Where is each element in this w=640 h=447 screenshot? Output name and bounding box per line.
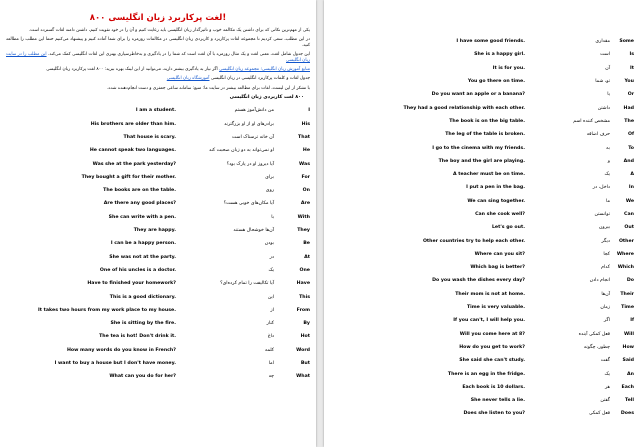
word-row	[330, 115, 634, 128]
word-row	[6, 290, 310, 303]
persian-meaning: توانستن	[594, 212, 610, 217]
word-row	[6, 197, 310, 210]
example-sentence: This is a good dictionary.	[109, 294, 176, 300]
persian-meaning: بیرون	[598, 225, 610, 231]
word-row	[6, 237, 310, 250]
english-word: On	[302, 188, 310, 194]
persian-meaning: داشتن	[597, 105, 610, 111]
word-row	[330, 168, 634, 181]
word-row	[6, 104, 310, 117]
english-word: They	[297, 228, 310, 234]
english-word: I	[308, 108, 310, 114]
example-sentence: Where can you sit?	[474, 251, 525, 257]
english-word: Out	[624, 225, 634, 231]
english-word: With	[297, 214, 310, 220]
word-row	[330, 181, 634, 194]
english-word: Their	[620, 291, 634, 297]
example-sentence: Does she listen to you?	[463, 411, 525, 417]
example-sentence: The tea is hot! Don't drink it.	[99, 334, 176, 340]
persian-meaning: برادرهای او از او بزرگترند	[224, 121, 274, 127]
word-row	[6, 144, 310, 157]
persian-meaning: یک	[268, 267, 274, 273]
example-sentence: I am a student.	[135, 108, 176, 114]
english-word: And	[623, 158, 634, 164]
word-row	[330, 248, 634, 261]
english-word: Do	[626, 278, 634, 284]
example-sentence: She can write with a pen.	[108, 214, 176, 220]
persian-meaning: و	[607, 158, 610, 164]
example-sentence: Was she at the park yesterday?	[92, 161, 176, 167]
word-row	[330, 394, 634, 407]
persian-meaning: فعل کمکی آینده	[578, 331, 610, 337]
right-page	[324, 0, 640, 447]
english-word: To	[628, 145, 634, 151]
example-sentence: She said she can't study.	[459, 358, 525, 364]
english-word: One	[299, 267, 310, 273]
example-sentence: What can you do for her?	[109, 374, 176, 380]
persian-meaning: کجا	[603, 251, 610, 257]
english-word: For	[301, 174, 310, 180]
word-row	[330, 208, 634, 221]
example-sentence: I put a pen in the bag.	[466, 185, 525, 191]
persian-meaning: ما	[606, 198, 610, 204]
intro-link-1[interactable]: این مطلب را در سایت زبان انگلیسی	[6, 52, 310, 63]
persian-meaning: آیا دیروز او در پارک بود؟	[226, 161, 274, 167]
word-row	[330, 128, 634, 141]
persian-meaning: چطور، چگونه	[583, 344, 610, 350]
word-row	[6, 277, 310, 290]
example-sentence: She is sitting by the fire.	[110, 321, 176, 327]
persian-meaning: یک	[604, 371, 610, 377]
english-word: But	[300, 361, 310, 367]
persian-meaning: اما	[268, 361, 274, 367]
persian-meaning: است	[600, 52, 610, 58]
example-sentence: Do you want an apple or a banana?	[431, 92, 525, 98]
english-word: In	[628, 185, 634, 191]
intro-paragraph-5	[6, 76, 310, 81]
word-row	[330, 367, 634, 380]
intro-paragraph-5-text: جدول لغات و کلمات پرکاربرد انگلیسی در زبان انگلیسی	[210, 76, 310, 82]
example-sentence: The books are on the table.	[103, 188, 176, 194]
english-word: Or	[627, 92, 634, 98]
word-row	[6, 118, 310, 131]
example-sentence: Can she cook well?	[475, 212, 525, 217]
word-row	[6, 184, 310, 197]
persian-meaning: آیا تکالیفت را تمام کرده‌ای؟	[220, 281, 274, 287]
word-row	[6, 317, 310, 330]
word-row	[330, 155, 634, 168]
word-row	[330, 48, 634, 61]
english-word: Other	[618, 238, 634, 244]
example-sentence: You go there on time.	[467, 79, 525, 85]
persian-meaning: زمان	[600, 305, 610, 311]
example-sentence: That house is scary.	[123, 134, 176, 140]
english-word: Of	[627, 132, 634, 138]
word-row	[6, 171, 310, 184]
persian-meaning: روی	[265, 188, 274, 194]
example-sentence: Have to finished your homework?	[87, 281, 176, 287]
example-sentence: He cannot speak two languages.	[89, 148, 176, 154]
word-row	[330, 62, 634, 75]
persian-meaning: چه	[268, 374, 274, 380]
persian-meaning: او نمی‌تواند به دو زبان صحبت کند	[209, 148, 274, 154]
example-sentence: There is an egg in the fridge.	[447, 371, 525, 377]
example-sentence: They had a good relationship with each other.	[403, 105, 525, 111]
intro-paragraph-4	[6, 67, 310, 72]
example-sentence: They bought a gift for their mother.	[81, 174, 176, 180]
persian-meaning: اگر	[603, 318, 610, 324]
english-word: Word	[296, 347, 310, 353]
english-word: Be	[303, 241, 310, 247]
word-row	[330, 141, 634, 154]
example-sentence: She was not at the party.	[109, 254, 176, 260]
english-word: Tell	[625, 398, 634, 404]
persian-meaning: گفت	[600, 358, 610, 364]
persian-meaning: فعل کمکی	[589, 411, 610, 417]
example-sentence: It is for you.	[492, 65, 525, 71]
english-word: Said	[622, 358, 634, 364]
intro-paragraph-3-text: این جدول شامل لغت، معنی لغت و یک مثال روزمره با آن لغت است که شما را در یادگیری و به‌خاطرسپاری بهتری این لغات انگلیسی کمک می‌کند.	[48, 52, 311, 58]
persian-meaning: من دانش‌آموز هستم	[234, 108, 274, 114]
english-word: He	[302, 148, 310, 154]
intro-paragraph-2: در این مطلب، سعی کردیم تا مجموعه لغات پرکاربرد و کاربردی زبان انگلیسی در مکالمات روزمره را برای شما آماده کنیم و پیشنهاد می‌کنیم حتما این مطلب را مطالعه کنید.	[6, 37, 310, 48]
example-sentence: Each book is 10 dollars.	[462, 384, 525, 390]
example-sentence: She is a happy girl.	[474, 52, 525, 58]
persian-meaning: هر	[604, 384, 610, 390]
persian-meaning: در	[269, 254, 274, 260]
word-row	[6, 264, 310, 277]
example-sentence: Which bag is better?	[470, 265, 525, 271]
english-word: A	[630, 172, 634, 178]
example-sentence: Do you wash the dishes every day?	[432, 278, 525, 284]
english-word: Time	[621, 305, 634, 311]
english-word: Each	[621, 384, 634, 390]
left-page-content	[6, 10, 310, 383]
english-word: His	[301, 121, 310, 127]
word-row	[6, 251, 310, 264]
english-word: From	[296, 307, 310, 313]
word-row	[330, 35, 634, 48]
english-word: If	[630, 318, 634, 324]
example-sentence: She never tells a lie.	[470, 398, 525, 404]
persian-meaning: با	[271, 214, 274, 220]
word-row	[330, 341, 634, 354]
example-sentence: The boy and the girl are playing.	[438, 158, 525, 164]
english-word: What	[296, 374, 310, 380]
word-row	[6, 370, 310, 383]
example-sentence: A teacher must be on time.	[452, 172, 525, 178]
word-row	[6, 357, 310, 370]
word-row	[330, 88, 634, 101]
word-row	[6, 330, 310, 343]
intro-block	[6, 28, 310, 91]
word-row	[330, 101, 634, 114]
english-word: Which	[617, 265, 634, 271]
persian-meaning: مقداری	[595, 39, 610, 45]
persian-meaning: کلمه	[264, 347, 274, 353]
word-row	[330, 314, 634, 327]
word-row	[6, 157, 310, 170]
intro-paragraph-1: یکی از مهم‌ترین نکاتی که برای داشتن یک مکالمه خوب و تاثیرگذار زبان انگلیسی باید رعایت کنیم و آن را در خود تقویت کنیم، داشتن دامنه لغات گسترده است.	[28, 28, 310, 33]
example-sentence: Let's go out.	[491, 225, 525, 231]
intro-link-3[interactable]: آموزشگاه زبان انگلیسی	[166, 76, 210, 82]
persian-meaning: برای	[265, 174, 274, 180]
example-sentence: His brothers are older than him.	[90, 121, 176, 127]
example-sentence: Their mom is not at home.	[455, 291, 525, 297]
persian-meaning: دیگر	[601, 238, 610, 244]
word-row	[6, 344, 310, 357]
example-sentence: They are happy.	[133, 228, 176, 234]
word-row	[330, 261, 634, 274]
english-word: An	[627, 371, 634, 377]
word-row	[330, 328, 634, 341]
english-word: Are	[300, 201, 310, 207]
example-sentence: Are there any good places?	[103, 201, 176, 207]
section-heading: ۸۰۰ لغت کاربردی زبان انگلیسی	[229, 95, 304, 101]
english-word: It	[630, 65, 634, 71]
word-row	[6, 224, 310, 237]
english-word: Where	[616, 251, 634, 257]
english-word: This	[299, 294, 310, 300]
english-word: Hot	[300, 334, 310, 340]
english-word: Does	[620, 411, 634, 417]
example-sentence: I go to the cinema with my friends.	[432, 145, 525, 151]
persian-meaning: آن‌ها خوشحال هستند	[233, 228, 274, 234]
english-word: Is	[629, 52, 634, 58]
english-word: At	[304, 254, 310, 260]
english-word: Can	[624, 212, 634, 217]
intro-paragraph-3	[6, 52, 310, 63]
example-sentence: Other countries try to help each other.	[422, 238, 525, 244]
intro-paragraph-6: با تشکر از این لیست، لغات برای مطالعه بیشتر در سایت ما: منبع: سامانه ساعی جعفری و دست انجام‌دهنده شده.	[107, 85, 310, 91]
persian-meaning: از	[270, 307, 274, 313]
example-sentence: We can sing together.	[467, 198, 525, 204]
persian-meaning: آیا مکان‌های خوبی هست؟	[223, 201, 274, 207]
persian-meaning: داغ	[267, 334, 274, 340]
persian-meaning: انجام دادن	[589, 278, 610, 284]
example-sentence: The book is on the big table.	[449, 118, 525, 124]
english-word: We	[625, 198, 634, 204]
english-word: How	[622, 344, 634, 350]
persian-meaning: آن خانه ترسناک است	[231, 134, 274, 140]
word-row	[6, 211, 310, 224]
intro-link-2[interactable]: منابع آموزش زبان انگلیسی؛ مجموعه زبان انگلیسی	[219, 67, 310, 73]
document-title: ۸۰۰ لغت پرکاربرد زبان انگلیسی!	[89, 13, 227, 23]
example-sentence: If you can't, I will help you.	[453, 318, 525, 324]
persian-meaning: تو، شما	[595, 79, 610, 85]
example-sentence: How many words do you know in French?	[66, 347, 176, 353]
left-page	[0, 0, 316, 447]
persian-meaning: داخل، در	[592, 185, 610, 191]
word-row	[330, 407, 634, 420]
english-word: That	[298, 134, 310, 140]
example-sentence: Time is very valuable.	[466, 305, 525, 311]
english-word: The	[624, 118, 634, 124]
persian-meaning: حرف اضافه	[586, 132, 610, 138]
left-word-table	[6, 104, 310, 383]
persian-meaning: بودن	[264, 241, 274, 247]
english-word: By	[303, 321, 310, 327]
english-word: Some	[619, 39, 634, 45]
example-sentence: It takes two hours from my work place to my house.	[38, 307, 176, 313]
word-row	[6, 131, 310, 144]
persian-meaning: یا	[607, 92, 610, 98]
english-word: You	[624, 79, 634, 85]
persian-meaning: کدام	[601, 265, 610, 271]
example-sentence: Will you come here at 8?	[459, 331, 525, 337]
persian-meaning: آن	[605, 65, 610, 71]
word-row	[330, 234, 634, 247]
word-row	[330, 288, 634, 301]
english-word: Will	[624, 331, 634, 337]
example-sentence: One of his uncles is a doctor.	[99, 267, 176, 273]
word-row	[330, 75, 634, 88]
example-sentence: How do you get to work?	[459, 344, 525, 350]
english-word: Was	[299, 161, 310, 167]
example-sentence: I have some good friends.	[456, 39, 525, 45]
right-word-table	[330, 35, 634, 421]
word-row	[330, 354, 634, 367]
english-word: Had	[623, 105, 634, 111]
example-sentence: The leg of the table is broken.	[445, 132, 525, 138]
word-row	[330, 381, 634, 394]
word-row	[330, 195, 634, 208]
persian-meaning: یک	[604, 172, 610, 178]
persian-meaning: آن‌ها	[601, 291, 610, 297]
persian-meaning: مشخص کننده اسم	[573, 118, 610, 124]
intro-paragraph-4-text: اگر نیاز به یادگیری بیشتر دارید، می‌توانید از این لینک بهره ببرید: ۸۰۰ لغت پرکاربرد زبان انگلیسی	[46, 67, 218, 73]
persian-meaning: کنار	[266, 321, 274, 327]
word-row	[330, 274, 634, 287]
example-sentence: I want to buy a house but I don't have money.	[54, 361, 176, 367]
english-word: Have	[296, 281, 310, 287]
word-row	[330, 301, 634, 314]
persian-meaning: گفتن	[600, 398, 610, 404]
example-sentence: I can be a happy person.	[110, 241, 176, 247]
word-row	[330, 221, 634, 234]
persian-meaning: به	[606, 145, 610, 151]
persian-meaning: این	[267, 294, 274, 300]
word-row	[6, 304, 310, 317]
